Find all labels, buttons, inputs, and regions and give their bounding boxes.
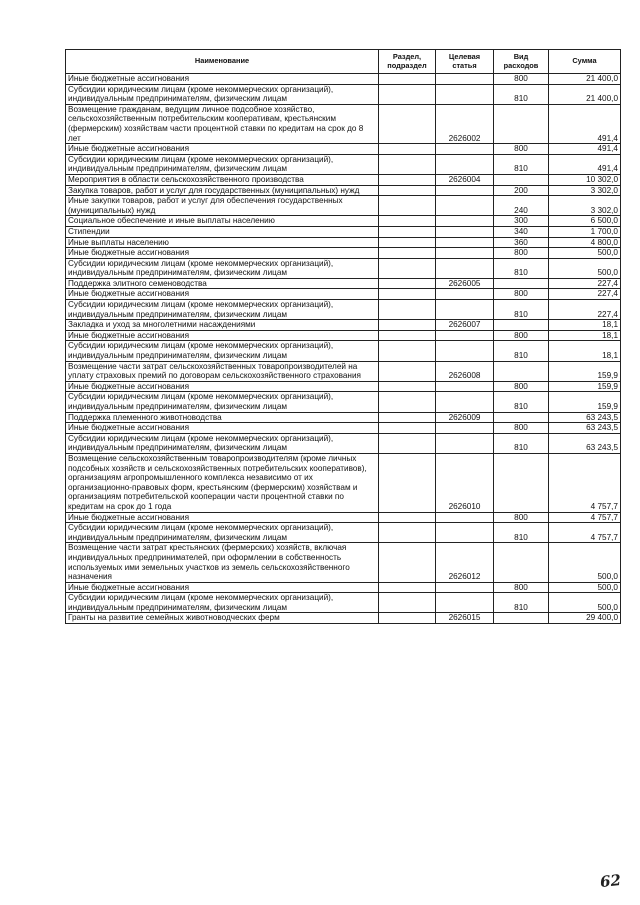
- cell-section: [379, 582, 436, 593]
- cell-sum: 159,9: [549, 381, 621, 392]
- cell-section: [379, 185, 436, 196]
- cell-kind: 800: [494, 144, 549, 155]
- cell-section: [379, 453, 436, 512]
- cell-sum: 491,4: [549, 154, 621, 174]
- table-row: [66, 582, 621, 593]
- cell-target: [436, 330, 494, 341]
- table-row: [66, 381, 621, 392]
- cell-kind: [494, 104, 549, 143]
- cell-section: [379, 84, 436, 104]
- cell-section: [379, 174, 436, 185]
- cell-kind: [494, 174, 549, 185]
- cell-target: [436, 289, 494, 300]
- cell-target: 2626007: [436, 320, 494, 331]
- cell-target: 2626005: [436, 278, 494, 289]
- cell-name: Иные закупки товаров, работ и услуг для обеспечения государственных (муниципальных) нужд: [66, 196, 379, 216]
- table-row: [66, 144, 621, 155]
- table-row: [66, 613, 621, 624]
- table-row: [66, 185, 621, 196]
- cell-name: Субсидии юридическим лицам (кроме некоммерческих организаций), индивидуальным предпринимателям, физическим лицам: [66, 341, 379, 361]
- cell-target: [436, 144, 494, 155]
- cell-kind: 810: [494, 392, 549, 412]
- table-row: [66, 593, 621, 613]
- cell-section: [379, 433, 436, 453]
- table-row: [66, 174, 621, 185]
- cell-target: 2626009: [436, 412, 494, 423]
- cell-kind: 810: [494, 84, 549, 104]
- table-row: [66, 104, 621, 143]
- table-row: [66, 361, 621, 381]
- cell-target: [436, 512, 494, 523]
- cell-name: Иные бюджетные ассигнования: [66, 381, 379, 392]
- cell-sum: 63 243,5: [549, 412, 621, 423]
- cell-kind: 800: [494, 248, 549, 259]
- cell-target: [436, 185, 494, 196]
- cell-section: [379, 278, 436, 289]
- cell-kind: 360: [494, 237, 549, 248]
- cell-section: [379, 361, 436, 381]
- cell-name: Субсидии юридическим лицам (кроме некоммерческих организаций), индивидуальным предпринимателям, физическим лицам: [66, 433, 379, 453]
- table-row: [66, 154, 621, 174]
- cell-sum: 4 757,7: [549, 523, 621, 543]
- table-row: [66, 84, 621, 104]
- cell-section: [379, 320, 436, 331]
- cell-sum: 4 757,7: [549, 512, 621, 523]
- table-row: [66, 289, 621, 300]
- cell-section: [379, 248, 436, 259]
- cell-target: [436, 196, 494, 216]
- cell-target: 2626008: [436, 361, 494, 381]
- cell-kind: [494, 543, 549, 582]
- cell-name: Иные бюджетные ассигнования: [66, 289, 379, 300]
- budget-table-sheet: [65, 49, 620, 624]
- cell-sum: 500,0: [549, 582, 621, 593]
- header-name: Наименование: [66, 50, 379, 74]
- cell-name: Субсидии юридическим лицам (кроме некоммерческих организаций), индивидуальным предпринимателям, физическим лицам: [66, 523, 379, 543]
- cell-section: [379, 423, 436, 434]
- cell-name: Социальное обеспечение и иные выплаты населению: [66, 216, 379, 227]
- cell-sum: 491,4: [549, 144, 621, 155]
- cell-kind: 810: [494, 154, 549, 174]
- cell-sum: 491,4: [549, 104, 621, 143]
- cell-section: [379, 104, 436, 143]
- cell-section: [379, 543, 436, 582]
- cell-kind: [494, 278, 549, 289]
- cell-sum: 18,1: [549, 341, 621, 361]
- cell-target: 2626015: [436, 613, 494, 624]
- table-row: [66, 226, 621, 237]
- table-row: [66, 258, 621, 278]
- cell-name: Иные бюджетные ассигнования: [66, 330, 379, 341]
- table-row: [66, 278, 621, 289]
- table-row: [66, 237, 621, 248]
- cell-sum: 159,9: [549, 392, 621, 412]
- cell-section: [379, 237, 436, 248]
- cell-sum: 3 302,0: [549, 185, 621, 196]
- cell-sum: 159,9: [549, 361, 621, 381]
- cell-kind: [494, 613, 549, 624]
- cell-kind: [494, 412, 549, 423]
- cell-name: Гранты на развитие семейных животноводческих ферм: [66, 613, 379, 624]
- cell-section: [379, 74, 436, 85]
- cell-kind: 800: [494, 74, 549, 85]
- cell-target: [436, 423, 494, 434]
- cell-target: [436, 593, 494, 613]
- cell-name: Субсидии юридическим лицам (кроме некоммерческих организаций), индивидуальным предпринимателям, физическим лицам: [66, 392, 379, 412]
- cell-target: 2626004: [436, 174, 494, 185]
- cell-target: [436, 258, 494, 278]
- cell-sum: 63 243,5: [549, 423, 621, 434]
- cell-name: Поддержка элитного семеноводства: [66, 278, 379, 289]
- cell-section: [379, 216, 436, 227]
- cell-section: [379, 392, 436, 412]
- table-row: [66, 512, 621, 523]
- table-row: [66, 330, 621, 341]
- cell-sum: 500,0: [549, 248, 621, 259]
- header-target: Целевая статья: [436, 50, 494, 74]
- table-row: [66, 196, 621, 216]
- header-sum: Сумма: [549, 50, 621, 74]
- cell-section: [379, 258, 436, 278]
- table-header-row: [66, 50, 621, 74]
- cell-name: Субсидии юридическим лицам (кроме некоммерческих организаций), индивидуальным предпринимателям, физическим лицам: [66, 154, 379, 174]
- budget-table: [65, 49, 621, 624]
- table-row: [66, 248, 621, 259]
- cell-sum: 63 243,5: [549, 433, 621, 453]
- cell-target: [436, 154, 494, 174]
- cell-kind: [494, 361, 549, 381]
- table-row: [66, 543, 621, 582]
- table-row: [66, 341, 621, 361]
- cell-section: [379, 512, 436, 523]
- cell-name: Поддержка племенного животноводства: [66, 412, 379, 423]
- cell-name: Закупка товаров, работ и услуг для государственных (муниципальных) нужд: [66, 185, 379, 196]
- cell-sum: 227,4: [549, 300, 621, 320]
- cell-kind: 810: [494, 593, 549, 613]
- table-row: [66, 300, 621, 320]
- cell-kind: 810: [494, 258, 549, 278]
- cell-sum: 4 800,0: [549, 237, 621, 248]
- cell-kind: 800: [494, 289, 549, 300]
- cell-sum: 500,0: [549, 543, 621, 582]
- cell-name: Иные бюджетные ассигнования: [66, 423, 379, 434]
- table-row: [66, 523, 621, 543]
- cell-kind: 340: [494, 226, 549, 237]
- cell-kind: 810: [494, 341, 549, 361]
- table-body: [66, 74, 621, 624]
- cell-name: Мероприятия в области сельскохозяйственного производства: [66, 174, 379, 185]
- cell-sum: 18,1: [549, 330, 621, 341]
- cell-section: [379, 341, 436, 361]
- cell-name: Субсидии юридическим лицам (кроме некоммерческих организаций), индивидуальным предпринимателям, физическим лицам: [66, 300, 379, 320]
- table-row: [66, 423, 621, 434]
- cell-name: Иные бюджетные ассигнования: [66, 144, 379, 155]
- cell-kind: 800: [494, 330, 549, 341]
- cell-name: Иные бюджетные ассигнования: [66, 512, 379, 523]
- cell-name: Субсидии юридическим лицам (кроме некоммерческих организаций), индивидуальным предпринимателям, физическим лицам: [66, 258, 379, 278]
- cell-target: [436, 216, 494, 227]
- cell-sum: 4 757,7: [549, 453, 621, 512]
- cell-sum: 21 400,0: [549, 74, 621, 85]
- cell-section: [379, 300, 436, 320]
- cell-target: [436, 248, 494, 259]
- cell-sum: 3 302,0: [549, 196, 621, 216]
- cell-target: 2626012: [436, 543, 494, 582]
- cell-name: Субсидии юридическим лицам (кроме некоммерческих организаций), индивидуальным предпринимателям, физическим лицам: [66, 84, 379, 104]
- cell-name: Стипендии: [66, 226, 379, 237]
- cell-name: Иные бюджетные ассигнования: [66, 248, 379, 259]
- cell-name: Возмещение части затрат сельскохозяйственных товаропроизводителей на уплату страховых премий по договорам сельскохозяйственного страхования: [66, 361, 379, 381]
- cell-sum: 227,4: [549, 278, 621, 289]
- cell-name: Возмещение части затрат крестьянских (фермерских) хозяйств, включая индивидуальных предпринимателей, при оформлении в собственность используемых ими земельных участков из земель сельскохозяйственного назначения: [66, 543, 379, 582]
- cell-name: Закладка и уход за многолетними насаждениями: [66, 320, 379, 331]
- cell-target: [436, 523, 494, 543]
- cell-section: [379, 289, 436, 300]
- table-row: [66, 320, 621, 331]
- cell-sum: 500,0: [549, 593, 621, 613]
- cell-section: [379, 330, 436, 341]
- cell-sum: 10 302,0: [549, 174, 621, 185]
- table-row: [66, 392, 621, 412]
- cell-target: 2626010: [436, 453, 494, 512]
- cell-kind: 810: [494, 433, 549, 453]
- header-kind: Вид расходов: [494, 50, 549, 74]
- cell-section: [379, 226, 436, 237]
- cell-kind: 800: [494, 423, 549, 434]
- cell-target: [436, 381, 494, 392]
- cell-name: Иные бюджетные ассигнования: [66, 582, 379, 593]
- cell-section: [379, 196, 436, 216]
- cell-section: [379, 613, 436, 624]
- cell-target: [436, 237, 494, 248]
- cell-target: [436, 74, 494, 85]
- cell-target: [436, 300, 494, 320]
- header-section: Раздел, подраздел: [379, 50, 436, 74]
- cell-target: [436, 392, 494, 412]
- cell-name: Иные бюджетные ассигнования: [66, 74, 379, 85]
- cell-target: [436, 433, 494, 453]
- cell-target: [436, 341, 494, 361]
- cell-name: Возмещение гражданам, ведущим личное подсобное хозяйство, сельскохозяйственным потребительским кооперативам, крестьянским (фермерским) хозяйствам части процентной ставки по кредитам на срок до 8 лет: [66, 104, 379, 143]
- cell-sum: 18,1: [549, 320, 621, 331]
- cell-section: [379, 593, 436, 613]
- cell-kind: [494, 453, 549, 512]
- cell-section: [379, 523, 436, 543]
- cell-kind: 800: [494, 381, 549, 392]
- table-row: [66, 74, 621, 85]
- cell-name: Иные выплаты населению: [66, 237, 379, 248]
- cell-section: [379, 144, 436, 155]
- cell-sum: 6 500,0: [549, 216, 621, 227]
- cell-kind: 800: [494, 582, 549, 593]
- cell-target: 2626002: [436, 104, 494, 143]
- table-row: [66, 216, 621, 227]
- cell-sum: 29 400,0: [549, 613, 621, 624]
- cell-kind: 300: [494, 216, 549, 227]
- cell-sum: 227,4: [549, 289, 621, 300]
- table-row: [66, 412, 621, 423]
- cell-name: Субсидии юридическим лицам (кроме некоммерческих организаций), индивидуальным предпринимателям, физическим лицам: [66, 593, 379, 613]
- cell-sum: 1 700,0: [549, 226, 621, 237]
- cell-section: [379, 154, 436, 174]
- cell-target: [436, 226, 494, 237]
- cell-section: [379, 381, 436, 392]
- cell-kind: [494, 320, 549, 331]
- cell-kind: 810: [494, 300, 549, 320]
- cell-name: Возмещение сельскохозяйственным товаропроизводителям (кроме личных подсобных хозяйств и сельскохозяйственных потребительских кооперативов), организациям агропромышленного комплекса независимо от их организационно-правовых форм, крестьянским (фермерским) хозяйствам и организациям потребительской кооперации части процентной ставки по кредитам на срок до 1 года: [66, 453, 379, 512]
- cell-sum: 21 400,0: [549, 84, 621, 104]
- cell-sum: 500,0: [549, 258, 621, 278]
- cell-target: [436, 582, 494, 593]
- cell-kind: 800: [494, 512, 549, 523]
- cell-section: [379, 412, 436, 423]
- table-row: [66, 433, 621, 453]
- cell-kind: 200: [494, 185, 549, 196]
- cell-target: [436, 84, 494, 104]
- cell-kind: 240: [494, 196, 549, 216]
- page-number: 62: [599, 870, 622, 892]
- cell-kind: 810: [494, 523, 549, 543]
- table-row: [66, 453, 621, 512]
